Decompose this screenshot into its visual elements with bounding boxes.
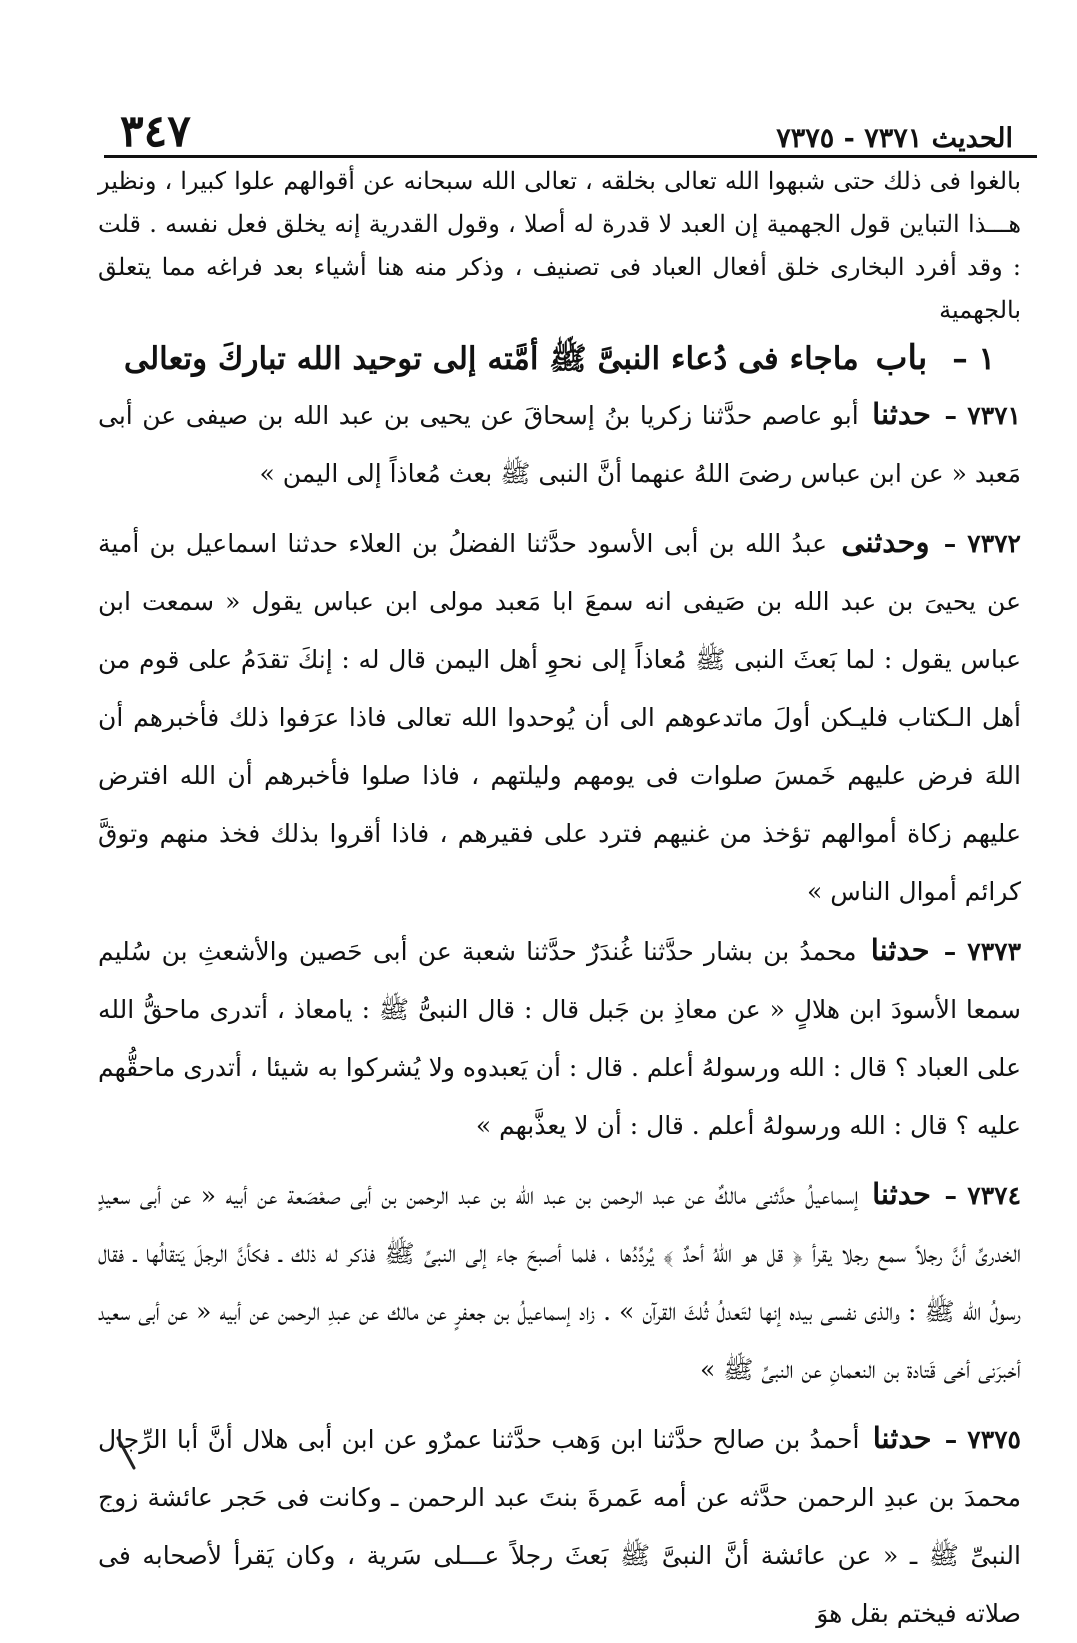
chapter-bab: باب <box>875 338 928 378</box>
hadith-7373 <box>98 921 1021 1155</box>
header-rule <box>104 155 1037 158</box>
running-title: الحديث ٧٣٧١ - ٧٣٧٥ <box>776 123 1013 154</box>
page-header <box>120 92 1013 157</box>
intro-paragraph: بالغوا فى ذلك حتى شبهوا الله تعالى بخلقه ، تعالى الله سبحانه عن أقوالهم علوا كبيرا ، ونظير هـــذا التباين قول الجهمية إن العبد لا قدرة له أصلا ، وقول القدرية إنه يخلق فعل نفسه . قلت : وقد أفرد البخارى خلق أفعال العباد فى تصنيف ، وذكر منه هنا أشياء بعد فراغه مما يتعلق بالجهمية <box>98 167 1021 324</box>
hadith-keyword: حدثنا <box>872 1177 931 1211</box>
hadith-7375 <box>98 1409 1021 1643</box>
margin-stroke-mark <box>112 1434 152 1474</box>
hadith-text: إسماعيلُ حدَّثنى مالكٌ عن عبد الرحمن بن عبد الله بن عبد الرحمن بن أبى صعْصَعة عن أبيه « عن أبى سعيدٍ الخدرىِّ أنَّ رجلاً سمع رجلا يقرأ ﴿ قل هو اللهُ أحدٌ ﴾ يُردِّدُها ، فلما أصبحَ جاء إلى النبىِّ ﷺ فذكر له ذلك ـ فكأنَّ الرجلَ يَتقالُها ـ فقال رسولُ الله ﷺ : والذى نفسى بيده إنها لتَعدلُ ثُلثَ القرآن » . زاد إسماعيلُ بن جعفرٍ عن مالك عن عبدِ الرحمن عن أبيه « عن أبى سعيد أخبرَنى أخى قَتادة بن النعمانِ عن النبىِّ ﷺ » <box>98 1181 1021 1384</box>
hadith-number: ٧٣٧١ – <box>944 401 1021 430</box>
page-number: ٣٤٧ <box>120 106 191 157</box>
hadith-7374 <box>98 1165 1021 1399</box>
hadith-number: ٧٣٧٢ – <box>943 529 1021 558</box>
spacer <box>98 503 1021 513</box>
hadith-text: أبو عاصم حدَّثنا زكريا بنُ إسحاقَ عن يحيى بن عبد الله بن صيفى عن أبى مَعبد « عن ابن عباس رضىَ اللهُ عنهما أنَّ النبى ﷺ بعث مُعاذاً إلى اليمن » <box>98 401 1021 488</box>
hadith-text: عبدُ الله بن أبى الأسود حدَّثنا الفضلُ بن العلاء حدثنا اسماعيل بن أمية عن يحيىَ بن عبد الله بن صَيفى انه سمعَ ابا مَعبد مولى ابن عباس يقول « سمعت ابن عباس يقول : لما بَعثَ النبى ﷺ مُعاذاً إلى نحوِ أهل اليمن قال له : إنكَ تقدَمُ على قوم من أهل الـكتاب فليـكن أولَ ماتدعوهم الى أن يُوحدوا الله تعالى فاذا عرَفوا ذلك فأخبرهم أن اللهَ فرض عليهم خَمسَ صلوات فى يومهم وليلتهم ، فاذا صلوا فأخبرهم أن الله افترض عليهم زكاة أموالهم تؤخذ من غنيهم فترد على فقيرهم ، فاذا أقروا بذلك فخذ منهم وتوقَّ كرائم أموال الناس » <box>98 529 1021 906</box>
hadith-number: ٧٣٧٣ – <box>943 937 1021 966</box>
hadith-keyword: حدثنا <box>872 1421 932 1455</box>
chapter-number: ١ – <box>952 341 996 377</box>
hadith-keyword: وحدثنى <box>841 525 930 559</box>
spacer <box>98 1155 1021 1165</box>
hadith-text: محمدُ بن بشار حدَّثنا غُندَرٌ حدَّثنا شعبة عن أبى حَصين والأشعثِ بن سُليم سمعا الأسودَ ابن هلالٍ « عن معاذِ بن جَبل قال : قال النبىُّ ﷺ : يامعاذ ، أتدرى ماحقُّ الله على العباد ؟ قال : الله ورسولهُ أعلم . قال : أن يَعبدوه ولا يُشركوا به شيئا ، أتدرى ماحقُّهم عليه ؟ قال : الله ورسولهُ أعلم . قال : أن لا يعذَّبهم » <box>98 937 1021 1140</box>
hadith-keyword: حدثنا <box>872 397 931 431</box>
hadith-7371 <box>98 385 1021 503</box>
hadith-number: ٧٣٧٤ – <box>944 1181 1021 1210</box>
hadith-number: ٧٣٧٥ – <box>944 1425 1021 1454</box>
hadith-keyword: حدثنا <box>870 933 930 967</box>
chapter-title: ماجاء فى دُعاء النبىَّ ﷺ أمَّته إلى توحيد الله تباركَ وتعالى <box>123 341 859 377</box>
chapter-heading <box>98 332 1021 385</box>
hadith-text: أحمدُ بن صالح حدَّثنا ابن وَهب حدَّثنا عمرٌو عن ابن أبى هلال أنَّ أبا الرِّجال محمدَ بن عبدِ الرحمن حدَّثه عن أمه عَمرةَ بنتَ عبد الرحمن ـ وكانت فى حَجر عائشة زوج النبىِّ ﷺ ـ « عن عائشة أنَّ النبىَّ ﷺ بَعثَ رجلاً عـــلى سَرية ، وكان يَقرأ لأصحابه فى صلاته فيختم بقل هوَ <box>98 1425 1021 1628</box>
hadith-7372 <box>98 513 1021 921</box>
page-body <box>98 160 1021 1643</box>
spacer <box>98 1399 1021 1409</box>
